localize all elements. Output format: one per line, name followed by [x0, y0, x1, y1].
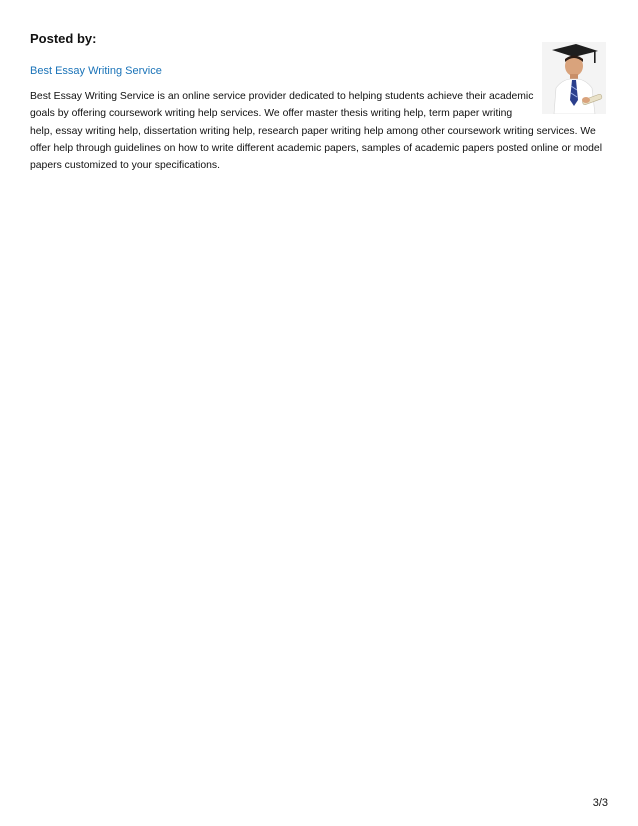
page-number: 3/3 — [592, 797, 608, 809]
author-bio-text: Best Essay Writing Service is an online service provider dedicated to helping students achieve their academic goals by offering coursework writing help services. We offer master thesis writing help, term paper writing help, essay writing help, dissertation writing help, research paper writing help among other coursework writing services. We offer help through guidelines on how to write different academic papers, samples of academic papers posted online or model papers customized to your specifications. — [30, 91, 603, 172]
author-bio-block — [30, 88, 610, 174]
graduate-photo-icon — [542, 42, 606, 114]
author-avatar — [542, 42, 606, 114]
posted-by-heading: Posted by: — [30, 31, 97, 46]
author-name-link[interactable]: Best Essay Writing Service — [30, 65, 162, 77]
